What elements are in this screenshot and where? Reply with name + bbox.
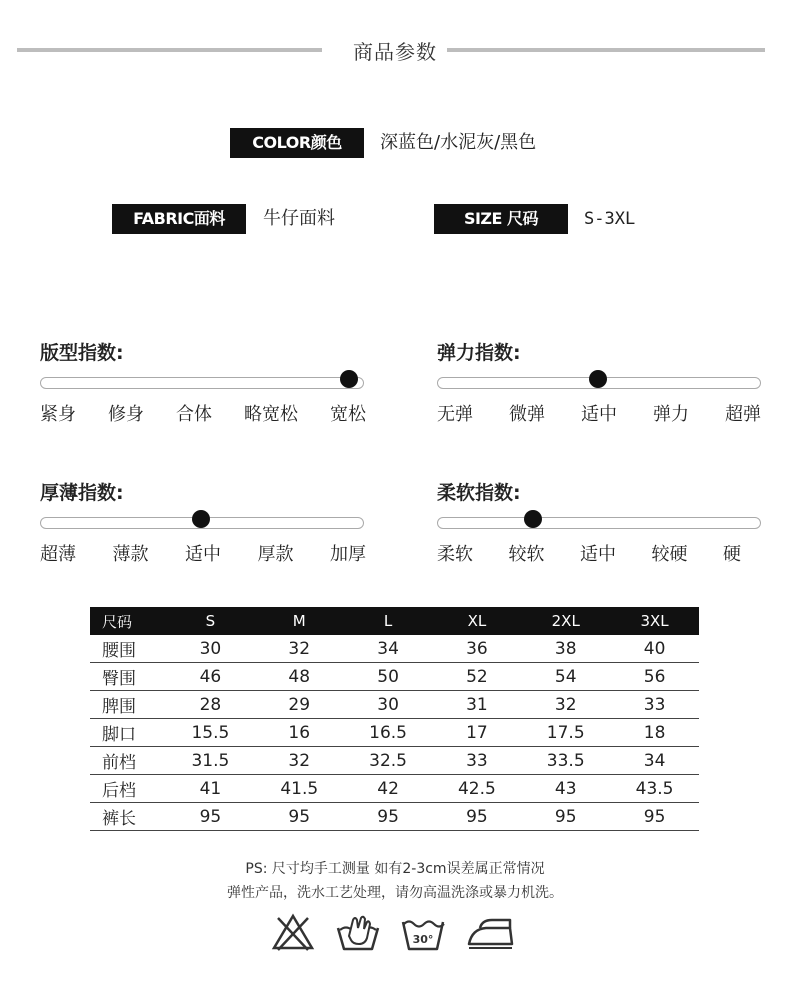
table-cell: 38: [521, 635, 610, 663]
header-line-right: [447, 48, 765, 52]
table-cell: 43.5: [610, 775, 699, 803]
table-cell: 33: [432, 747, 521, 775]
table-row: [90, 747, 699, 775]
table-cell: 脾围: [90, 691, 166, 719]
table-header: S: [166, 607, 255, 635]
table-cell: 42: [344, 775, 433, 803]
color-tag: COLOR颜色: [230, 128, 364, 158]
size-table: [90, 607, 699, 831]
table-cell: 46: [166, 663, 255, 691]
table-cell: 54: [521, 663, 610, 691]
table-header: L: [344, 607, 433, 635]
table-cell: 32: [255, 635, 344, 663]
table-row: [90, 775, 699, 803]
index-option: 适中: [185, 544, 221, 565]
table-cell: 40: [610, 635, 699, 663]
index-option: 适中: [581, 404, 617, 425]
table-header-row: [90, 607, 699, 635]
table-cell: 后档: [90, 775, 166, 803]
index-option: 微弹: [509, 404, 545, 425]
index-option: 硬: [723, 544, 741, 565]
index-option: 薄款: [112, 544, 149, 565]
table-cell: 43: [521, 775, 610, 803]
table-cell: 34: [344, 635, 433, 663]
table-cell: 臀围: [90, 663, 166, 691]
table-cell: 前档: [90, 747, 166, 775]
index-option: 超薄: [40, 544, 76, 565]
index-option: 略宽松: [244, 404, 298, 425]
index-knob: [524, 510, 542, 528]
note-line-1: PS: 尺寸均手工测量 如有2-3cm误差属正常情况: [245, 861, 545, 877]
table-cell: 41.5: [255, 775, 344, 803]
table-cell: 95: [255, 803, 344, 831]
table-cell: 29: [255, 691, 344, 719]
table-row: [90, 663, 699, 691]
index-option: 适中: [580, 544, 616, 565]
index-scale: [437, 540, 741, 566]
table-header: 3XL: [610, 607, 699, 635]
table-cell: 裤长: [90, 803, 166, 831]
table-cell: 95: [432, 803, 521, 831]
index-track: [40, 377, 364, 389]
table-row: [90, 691, 699, 719]
index-option: 加厚: [330, 544, 366, 565]
table-cell: 18: [610, 719, 699, 747]
table-cell: 95: [166, 803, 255, 831]
index-option: 紧身: [40, 404, 76, 425]
color-value: 深蓝色/水泥灰/黑色: [380, 132, 537, 153]
index-option: 无弹: [437, 404, 473, 425]
table-cell: 36: [432, 635, 521, 663]
wash-temp-label: 30°: [412, 933, 434, 946]
table-cell: 16.5: [344, 719, 433, 747]
index-scale: [40, 400, 366, 426]
index-option: 较软: [508, 544, 545, 565]
index-title: 柔软指数:: [437, 482, 521, 504]
index-option: 柔软: [437, 544, 473, 565]
table-cell: 15.5: [166, 719, 255, 747]
table-cell: 31: [432, 691, 521, 719]
table-cell: 30: [166, 635, 255, 663]
table-header: 尺码: [90, 607, 166, 635]
table-cell: 52: [432, 663, 521, 691]
no-bleach-icon: [270, 912, 316, 952]
table-cell: 95: [521, 803, 610, 831]
wash-30-icon: [400, 912, 446, 952]
table-cell: 56: [610, 663, 699, 691]
table-cell: 17: [432, 719, 521, 747]
table-cell: 50: [344, 663, 433, 691]
table-header: 2XL: [521, 607, 610, 635]
table-header: M: [255, 607, 344, 635]
size-tag: SIZE 尺码: [434, 204, 568, 234]
page-title: 商品参数: [353, 40, 437, 64]
table-cell: 32: [521, 691, 610, 719]
table-cell: 95: [610, 803, 699, 831]
index-title: 厚薄指数:: [40, 482, 124, 504]
index-track: [437, 517, 761, 529]
table-cell: 17.5: [521, 719, 610, 747]
table-row: [90, 635, 699, 663]
table-cell: 腰围: [90, 635, 166, 663]
index-option: 超弹: [725, 404, 761, 425]
table-cell: 31.5: [166, 747, 255, 775]
index-knob: [589, 370, 607, 388]
size-value: S-3XL: [584, 209, 636, 229]
table-cell: 28: [166, 691, 255, 719]
index-title: 版型指数:: [40, 342, 124, 364]
index-title: 弹力指数:: [437, 342, 521, 364]
table-cell: 16: [255, 719, 344, 747]
table-cell: 33: [610, 691, 699, 719]
index-option: 厚款: [257, 544, 294, 565]
hand-wash-icon: [335, 912, 381, 952]
table-cell: 95: [344, 803, 433, 831]
note-line-2: 弹性产品，洗水工艺处理，请勿高温洗涤或暴力机洗。: [227, 885, 563, 901]
index-option: 修身: [108, 404, 144, 425]
index-knob: [340, 370, 358, 388]
index-option: 较硬: [651, 544, 688, 565]
table-row: [90, 803, 699, 831]
table-cell: 48: [255, 663, 344, 691]
index-option: 合体: [176, 404, 212, 425]
table-cell: 42.5: [432, 775, 521, 803]
table-cell: 34: [610, 747, 699, 775]
fabric-tag: FABRIC面料: [112, 204, 246, 234]
index-scale: [437, 400, 761, 426]
table-cell: 30: [344, 691, 433, 719]
fabric-value: 牛仔面料: [263, 208, 335, 229]
table-cell: 32: [255, 747, 344, 775]
table-cell: 41: [166, 775, 255, 803]
table-cell: 33.5: [521, 747, 610, 775]
table-cell: 32.5: [344, 747, 433, 775]
index-option: 宽松: [330, 404, 366, 425]
iron-icon: [466, 912, 516, 952]
table-header: XL: [432, 607, 521, 635]
index-scale: [40, 540, 366, 566]
index-knob: [192, 510, 210, 528]
table-row: [90, 719, 699, 747]
index-option: 弹力: [653, 404, 689, 425]
table-cell: 脚口: [90, 719, 166, 747]
